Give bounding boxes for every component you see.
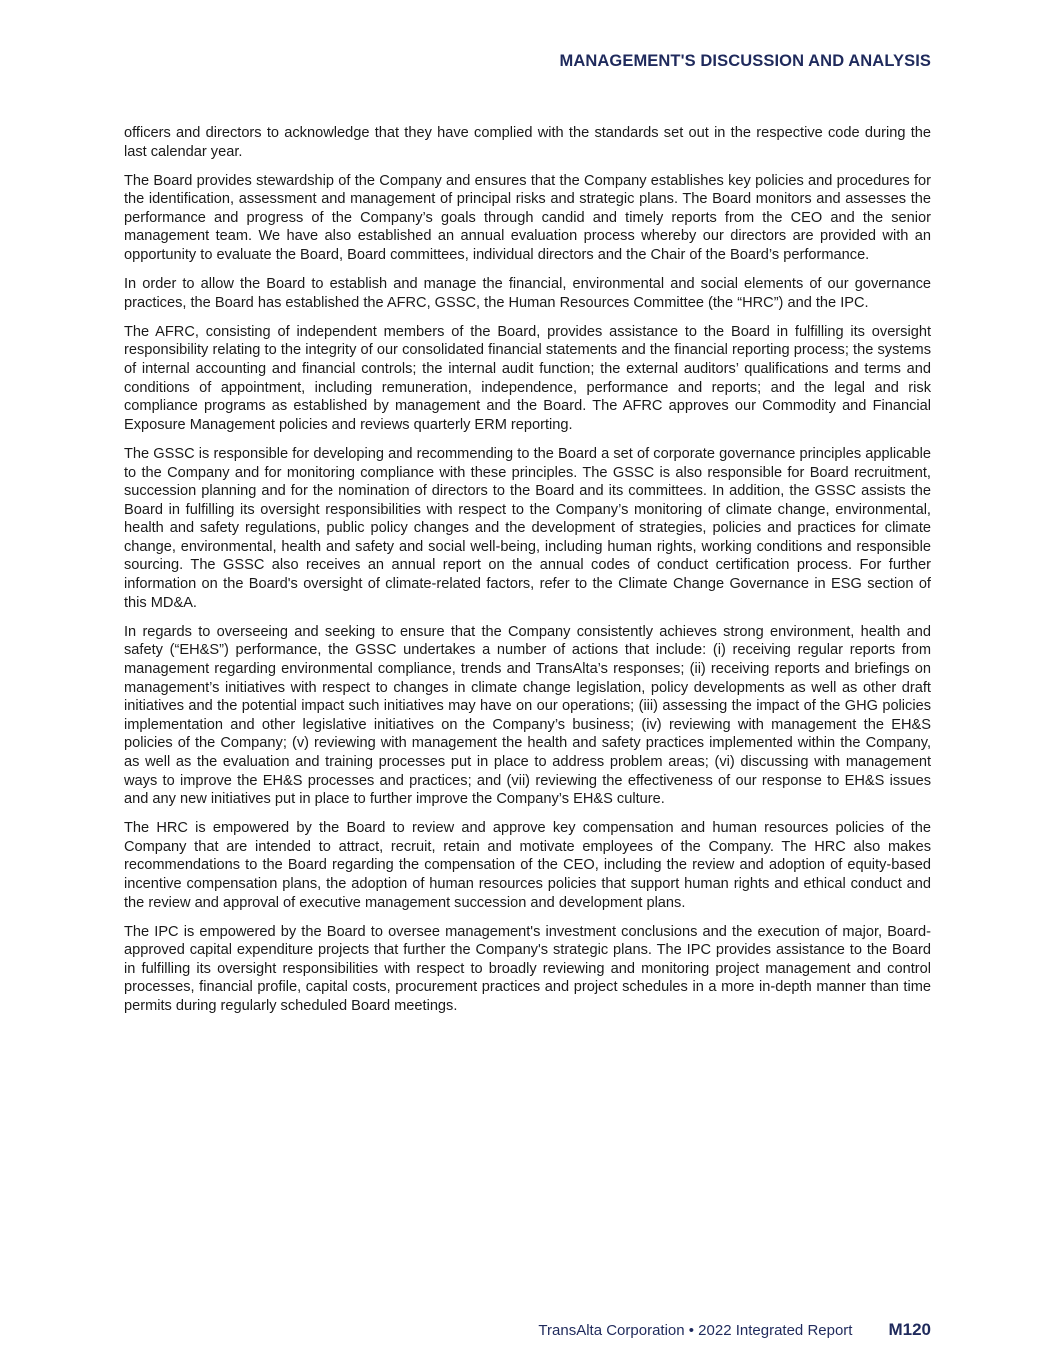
paragraph: The HRC is empowered by the Board to review and approve key compensation and human resources policies of the Company that are intended to attract, recruit, retain and motivate employees of the Company. The HRC also makes recommendations to the Board regarding the compensation of the CEO, including the review and adoption of equity-based incentive compensation plans, the adoption of human resources policies that support human rights and ethical conduct and the review and approval of executive management succession and development plans. bbox=[124, 820, 931, 911]
paragraph: In order to allow the Board to establish and manage the financial, environmental and social elements of our governance practices, the Board has established the AFRC, GSSC, the Human Resources Committee (the “HRC”) and the IPC. bbox=[124, 276, 931, 311]
paragraph: The GSSC is responsible for developing and recommending to the Board a set of corporate governance principles applicable to the Company and for monitoring compliance with these principles. The GSSC is also responsible for Board recruitment, succession planning and for the nomination of directors to the Board and its committees. In addition, the GSSC assists the Board in fulfilling its oversight responsibilities with respect to the Company’s monitoring of climate change, environmental, health and safety regulations, public policy changes and the development of strategies, policies and practices for climate change, environmental, health and safety and social well-being, including human rights, working conditions and responsible sourcing. The GSSC also receives an annual report on the annual codes of conduct certification process. For further information on the Board's oversight of climate-related factors, refer to the Climate Change Governance in ESG section of this MD&A. bbox=[124, 445, 931, 611]
page-footer bbox=[538, 1320, 931, 1340]
paragraph: officers and directors to acknowledge that they have complied with the standards set out in the respective code during the last calendar year. bbox=[124, 125, 931, 160]
page-number: M120 bbox=[888, 1320, 931, 1339]
paragraph: The IPC is empowered by the Board to oversee management's investment conclusions and the execution of major, Board-approved capital expenditure projects that further the Company's strategic plans. The IPC provides assistance to the Board in fulfilling its oversight responsibilities with respect to broadly reviewing and monitoring project management and control processes, financial profile, capital costs, procurement practices and project schedules in a more in-depth manner than time permits during regularly scheduled Board meetings. bbox=[124, 923, 931, 1015]
paragraph: The Board provides stewardship of the Company and ensures that the Company establishes key policies and procedures for the identification, assessment and management of principal risks and strategic plans. The Board monitors and assesses the performance and progress of the Company’s goals through candid and timely reports from the CEO and the senior management team. We have also established an annual evaluation process whereby our directors are provided with an opportunity to evaluate the Board, Board committees, individual directors and the Chair of the Board’s performance. bbox=[124, 172, 931, 264]
paragraph: In regards to overseeing and seeking to ensure that the Company consistently achieves strong environment, health and safety (“EH&S”) performance, the GSSC undertakes a number of actions that include: (i) receiving regular reports from management regarding environmental compliance, trends and TransAlta’s responses; (ii) receiving reports and briefings on management’s initiatives with respect to changes in climate change legislation, policy developments as well as other draft initiatives and the potential impact such initiatives may have on our operations; (iii) assessing the impact of the GHG policies implementation and other legislative initiatives on the Company’s business; (iv) reviewing with management the EH&S policies of the Company; (v) reviewing with management the health and safety practices implemented within the Company, as well as the evaluation and training processes put in place to address problem areas; (vi) discussing with management ways to improve the EH&S processes and practices; and (vii) reviewing the effectiveness of our response to EH&S issues and any new initiatives put in place to further improve the Company’s EH&S culture. bbox=[124, 623, 931, 808]
page-header-title: MANAGEMENT'S DISCUSSION AND ANALYSIS bbox=[559, 52, 931, 70]
paragraph: The AFRC, consisting of independent members of the Board, provides assistance to the Board in fulfilling its oversight responsibility relating to the integrity of our consolidated financial statements and the financial reporting process; the systems of internal accounting and financial controls; the internal audit function; the external auditors’ qualifications and terms and conditions of appointment, including remuneration, independence, performance and reports; and the legal and risk compliance programs as established by management and the Board. The AFRC approves our Commodity and Financial Exposure Management policies and reviews quarterly ERM reporting. bbox=[124, 323, 931, 433]
document-body bbox=[124, 124, 931, 1026]
footer-report-name: TransAlta Corporation • 2022 Integrated Report bbox=[538, 1322, 853, 1339]
